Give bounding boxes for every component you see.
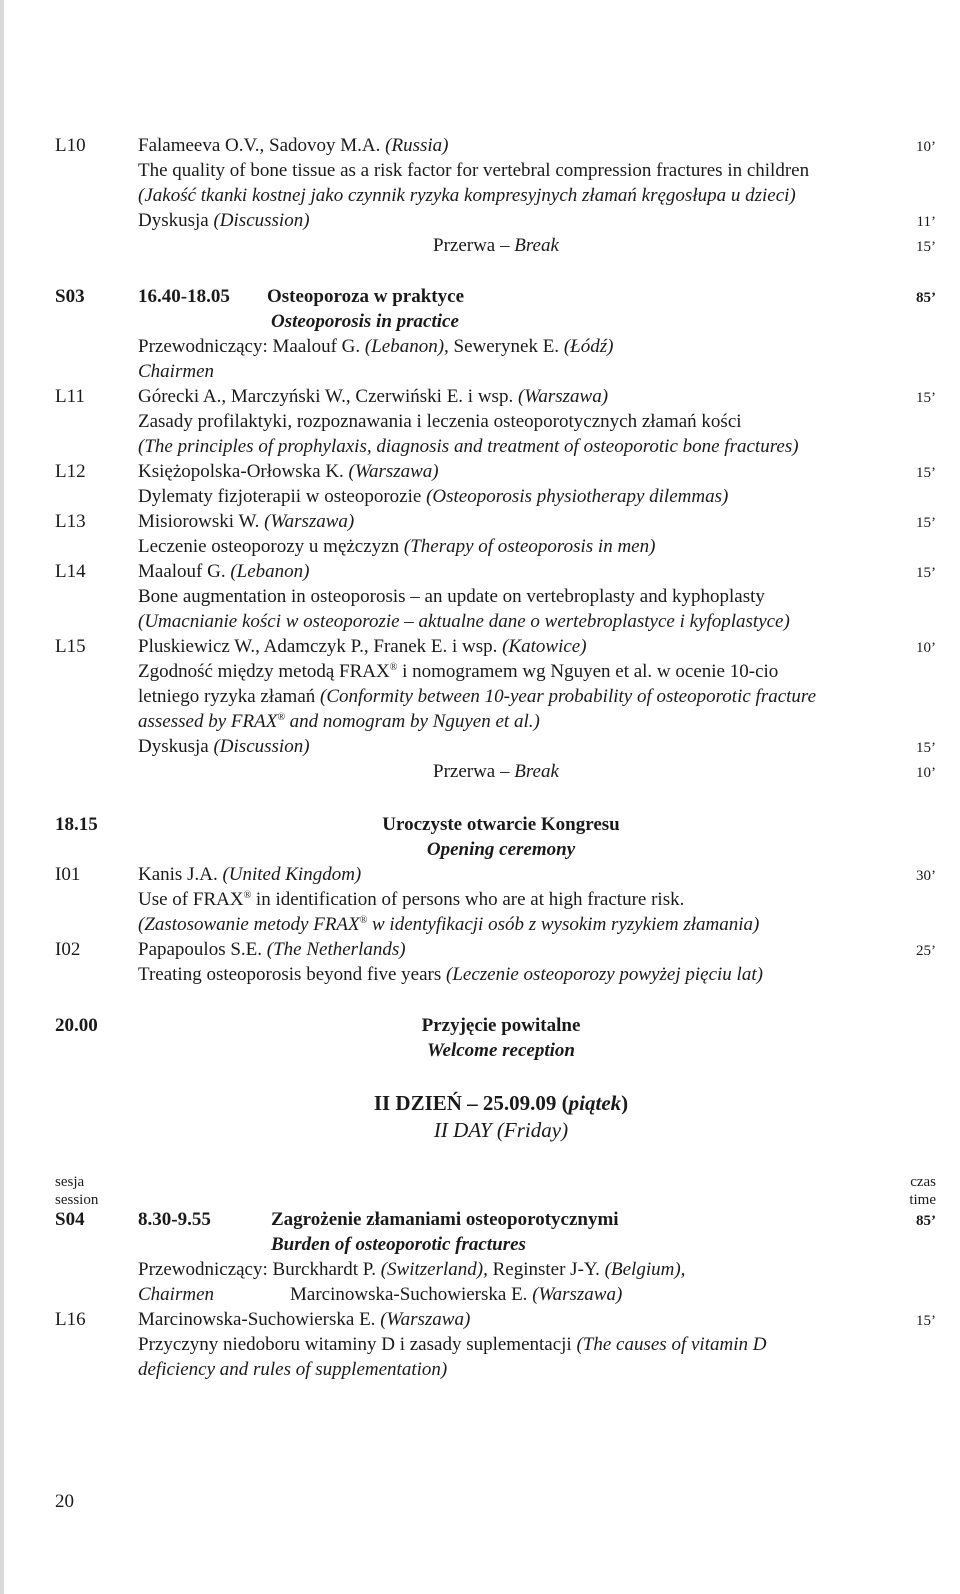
lecture-title-translation: (The principles of prophylaxis, diagnosis and treatment of osteoporotic bone fractures) <box>138 436 799 457</box>
duration: 11’ <box>916 214 936 230</box>
lecture-code: I01 <box>55 864 81 885</box>
event-time: 20.00 <box>55 1015 98 1036</box>
session-title: Osteoporoza w praktyce <box>267 286 465 307</box>
duration: 85’ <box>916 1213 936 1229</box>
lecture-title: Leczenie osteoporozy u mężczyzn (Therapy of osteoporosis in men) <box>138 536 656 557</box>
duration: 30’ <box>916 868 936 884</box>
lecture-title-translation: (Umacnianie kości w osteoporozie – aktualne dane o wertebroplastyce i kyfoplastyce) <box>138 611 790 632</box>
event-title-en: Welcome reception <box>427 1040 575 1061</box>
lecture-authors: Falameeva O.V., Sadovoy M.A. (Russia) <box>138 135 449 156</box>
chairmen-label-en: Chairmen <box>138 361 214 382</box>
lecture-authors: Marcinowska-Suchowierska E. (Warszawa) <box>138 1309 471 1330</box>
column-header-time: time <box>909 1192 936 1208</box>
duration: 15’ <box>916 1313 936 1329</box>
lecture-code: L11 <box>55 386 85 407</box>
lecture-title-translation: (Jakość tkanki kostnej jako czynnik ryzyka kompresyjnych złamań kręgosłupa u dzieci) <box>138 185 796 206</box>
column-header-czas: czas <box>910 1174 936 1190</box>
session-title: Zagrożenie złamaniami osteoporotycznymi <box>271 1209 619 1230</box>
lecture-title: Use of FRAX® in identification of persons who are at high fracture risk. <box>138 889 685 910</box>
lecture-code: L12 <box>55 461 86 482</box>
lecture-code: L15 <box>55 636 86 657</box>
session-title-en: Osteoporosis in practice <box>271 311 459 332</box>
lecture-authors: Maalouf G. (Lebanon) <box>138 561 310 582</box>
column-header-session: session <box>55 1192 99 1208</box>
duration: 25’ <box>916 943 936 959</box>
registered-mark: ® <box>359 915 368 926</box>
lecture-title: Przyczyny niedoboru witaminy D i zasady suplementacji (The causes of vitamin D <box>138 1334 767 1355</box>
duration: 10’ <box>916 139 936 155</box>
session-code: S04 <box>55 1209 85 1230</box>
lecture-authors: Kanis J.A. (United Kingdom) <box>138 864 362 885</box>
duration: 15’ <box>916 565 936 581</box>
duration: 15’ <box>916 515 936 531</box>
duration: 85’ <box>916 290 936 306</box>
duration: 15’ <box>916 390 936 406</box>
registered-mark: ® <box>243 890 252 901</box>
registered-mark: ® <box>277 712 285 723</box>
lecture-title: The quality of bone tissue as a risk factor for vertebral compression fractures in children <box>138 160 810 181</box>
lecture-title: Zgodność między metodą FRAX® i nomogramem wg Nguyen et al. w ocenie 10-cio <box>138 661 779 682</box>
discussion: Dyskusja (Discussion) <box>138 210 310 231</box>
lecture-title-translation: assessed by FRAX® and nomogram by Nguyen et al.) <box>138 711 540 732</box>
lecture-title: Zasady profilaktyki, rozpoznawania i leczenia osteoporotycznych złamań kości <box>138 411 742 432</box>
lecture-authors: Pluskiewicz W., Adamczyk P., Franek E. i wsp. (Katowice) <box>138 636 587 657</box>
event-title-en: Opening ceremony <box>426 839 576 860</box>
duration: 10’ <box>916 765 936 781</box>
duration: 15’ <box>916 740 936 756</box>
lecture-title: letniego ryzyka złamań (Conformity between 10-year probability of osteoporotic fracture <box>138 686 817 707</box>
lecture-code: L14 <box>55 561 86 582</box>
session-time: 16.40-18.05 <box>138 286 230 307</box>
lecture-title-translation: deficiency and rules of supplementation) <box>138 1359 448 1380</box>
lecture-authors: Górecki A., Marczyński W., Czerwiński E. i wsp. (Warszawa) <box>138 386 609 407</box>
lecture-title: Treating osteoporosis beyond five years (Leczenie osteoporozy powyżej pięciu lat) <box>138 964 763 985</box>
page-number: 20 <box>55 1491 74 1512</box>
session-title-en: Burden of osteoporotic fractures <box>271 1234 526 1255</box>
lecture-title: Dylematy fizjoterapii w osteoporozie (Osteoporosis physiotherapy dilemmas) <box>138 486 729 507</box>
event-title: Przyjęcie powitalne <box>421 1015 581 1036</box>
break: Przerwa – Break <box>433 235 559 256</box>
day-heading: II DZIEŃ – 25.09.09 (piątek) <box>373 1091 629 1115</box>
chairmen: Marcinowska-Suchowierska E. (Warszawa) <box>290 1284 623 1305</box>
lecture-authors: Papapoulos S.E. (The Netherlands) <box>138 939 406 960</box>
lecture-code: L16 <box>55 1309 86 1330</box>
chairmen: Przewodniczący: Burckhardt P. (Switzerland), Reginster J-Y. (Belgium), <box>138 1259 686 1280</box>
lecture-code: I02 <box>55 939 81 960</box>
lecture-authors: Misiorowski W. (Warszawa) <box>138 511 355 532</box>
break: Przerwa – Break <box>433 761 559 782</box>
lecture-authors: Księżopolska-Orłowska K. (Warszawa) <box>138 461 439 482</box>
lecture-code: L13 <box>55 511 86 532</box>
column-header-sesja: sesja <box>55 1174 85 1190</box>
lecture-title-translation: (Zastosowanie metody FRAX® w identyfikacji osób z wysokim ryzykiem złamania) <box>138 914 760 935</box>
event-title: Uroczyste otwarcie Kongresu <box>382 814 620 835</box>
duration: 10’ <box>916 640 936 656</box>
page-edge <box>0 0 4 1594</box>
registered-mark: ® <box>389 662 398 673</box>
discussion: Dyskusja (Discussion) <box>138 736 310 757</box>
lecture-title: Bone augmentation in osteoporosis – an update on vertebroplasty and kyphoplasty <box>138 586 765 607</box>
session-time: 8.30-9.55 <box>138 1209 211 1230</box>
chairmen-label-en: Chairmen <box>138 1284 214 1305</box>
session-code: S03 <box>55 286 85 307</box>
event-time: 18.15 <box>55 814 98 835</box>
day-subheading: II DAY (Friday) <box>433 1118 569 1142</box>
duration: 15’ <box>916 465 936 481</box>
duration: 15’ <box>916 239 936 255</box>
lecture-code: L10 <box>55 135 86 156</box>
chairmen: Przewodniczący: Maalouf G. (Lebanon), Sewerynek E. (Łódź) <box>138 336 614 357</box>
